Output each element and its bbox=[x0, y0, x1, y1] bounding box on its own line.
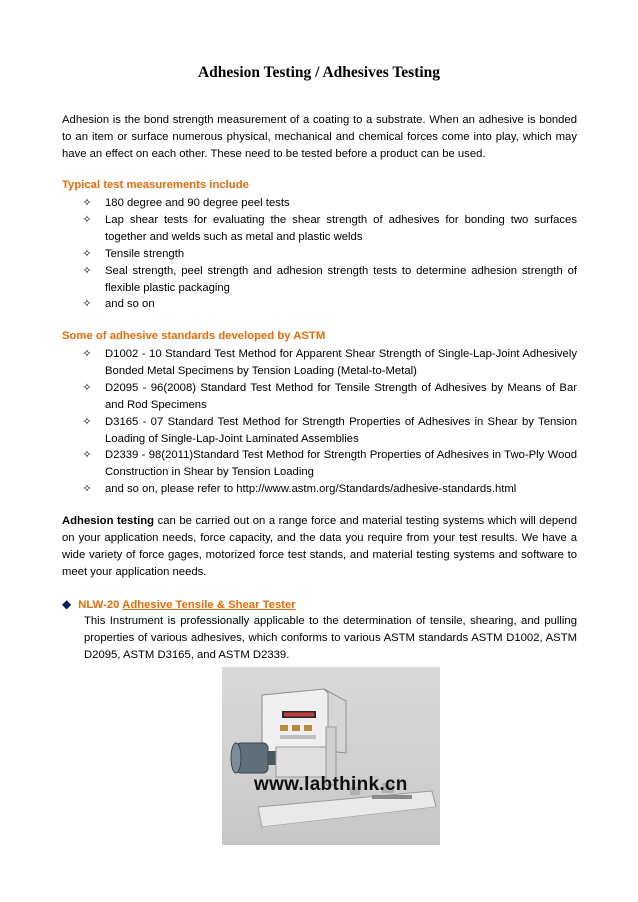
standards-heading: Some of adhesive standards developed by ASTM bbox=[62, 330, 326, 342]
list-item: ✧ D1002 - 10 Standard Test Method for Apparent Shear Strength of Single-Lap-Joint Adhesively Bonded Metal Specimens by Tension Loading (Metal-to-Metal) bbox=[80, 346, 577, 380]
list-item: ✧ D3165 - 07 Standard Test Method for Strength Properties of Adhesives in Shear by Tension Loading of Single-Lap-Joint Laminated Assemblies bbox=[80, 414, 577, 448]
list-item: ✧ D2095 - 96(2008) Standard Test Method for Tensile Strength of Adhesives by Means of Bar and Rod Specimens bbox=[80, 380, 577, 414]
watermark-text: www.labthink.cn bbox=[254, 774, 408, 795]
product-link[interactable]: Adhesive Tensile & Shear Tester bbox=[122, 599, 296, 611]
testing-text: can be carried out on a range force and material testing systems which will depend on your application needs, force capacity, and the data you require from your test results. We have a wide variety of force gages, motorized force test stands, and material testing systems and software to meet your application needs. bbox=[62, 515, 577, 578]
list-item: ✧ Seal strength, peel strength and adhesion strength tests to determine adhesion strength of flexible plastic packaging bbox=[80, 263, 577, 297]
list-item: ✧ 180 degree and 90 degree peel tests bbox=[80, 195, 577, 212]
product-description: This Instrument is professionally applicable to the determination of tensile, shearing, and pulling properties of various adhesives, which conforms to various ASTM standards ASTM D1002, ASTM D2095, ASTM D3165, and ASTM D2339. bbox=[84, 615, 577, 661]
star-bullet-icon: ✧ bbox=[82, 348, 92, 360]
product-photo bbox=[222, 667, 440, 845]
list-item: ✧ D2339 - 98(2011)Standard Test Method for Strength Properties of Adhesives in Two-Ply Wood Construction in Shear by Tension Loading bbox=[80, 447, 577, 481]
star-bullet-icon: ✧ bbox=[82, 381, 92, 394]
star-bullet-icon: ✧ bbox=[82, 247, 92, 260]
product-heading bbox=[62, 597, 296, 611]
testing-paragraph bbox=[62, 513, 577, 581]
list-item: ✧ and so on bbox=[80, 296, 577, 313]
intro-paragraph: Adhesion is the bond strength measurement of a coating to a substrate. When an adhesive is bonded to an item or surface numerous physical, mechanical and chemical forces come into play, which may have an effect on each other. These need to be tested before a product can be used. bbox=[62, 114, 577, 160]
star-bullet-icon: ✧ bbox=[82, 197, 92, 209]
measurements-heading: Typical test measurements include bbox=[62, 179, 249, 191]
list-item: ✧ Tensile strength bbox=[80, 246, 577, 263]
product-model: NLW-20 bbox=[78, 599, 120, 611]
measurements-list bbox=[80, 195, 577, 313]
list-item: ✧ Lap shear tests for evaluating the shear strength of adhesives for bonding two surfaces together and welds such as metal and plastic welds bbox=[80, 212, 577, 246]
star-bullet-icon: ✧ bbox=[82, 449, 92, 462]
page-title: Adhesion Testing / Adhesives Testing bbox=[197, 64, 441, 81]
testing-lead: Adhesion testing bbox=[62, 515, 155, 527]
list-item: ✧ and so on, please refer to http://www.astm.org/Standards/adhesive-standards.html bbox=[80, 481, 577, 498]
star-bullet-icon: ✧ bbox=[82, 264, 92, 277]
diamond-bullet-icon: ◆ bbox=[62, 597, 72, 611]
tester-machine-illustration bbox=[222, 667, 440, 845]
star-bullet-icon: ✧ bbox=[82, 483, 92, 496]
standards-list bbox=[80, 346, 577, 498]
star-bullet-icon: ✧ bbox=[82, 213, 92, 226]
star-bullet-icon: ✧ bbox=[82, 298, 92, 311]
star-bullet-icon: ✧ bbox=[82, 415, 92, 428]
